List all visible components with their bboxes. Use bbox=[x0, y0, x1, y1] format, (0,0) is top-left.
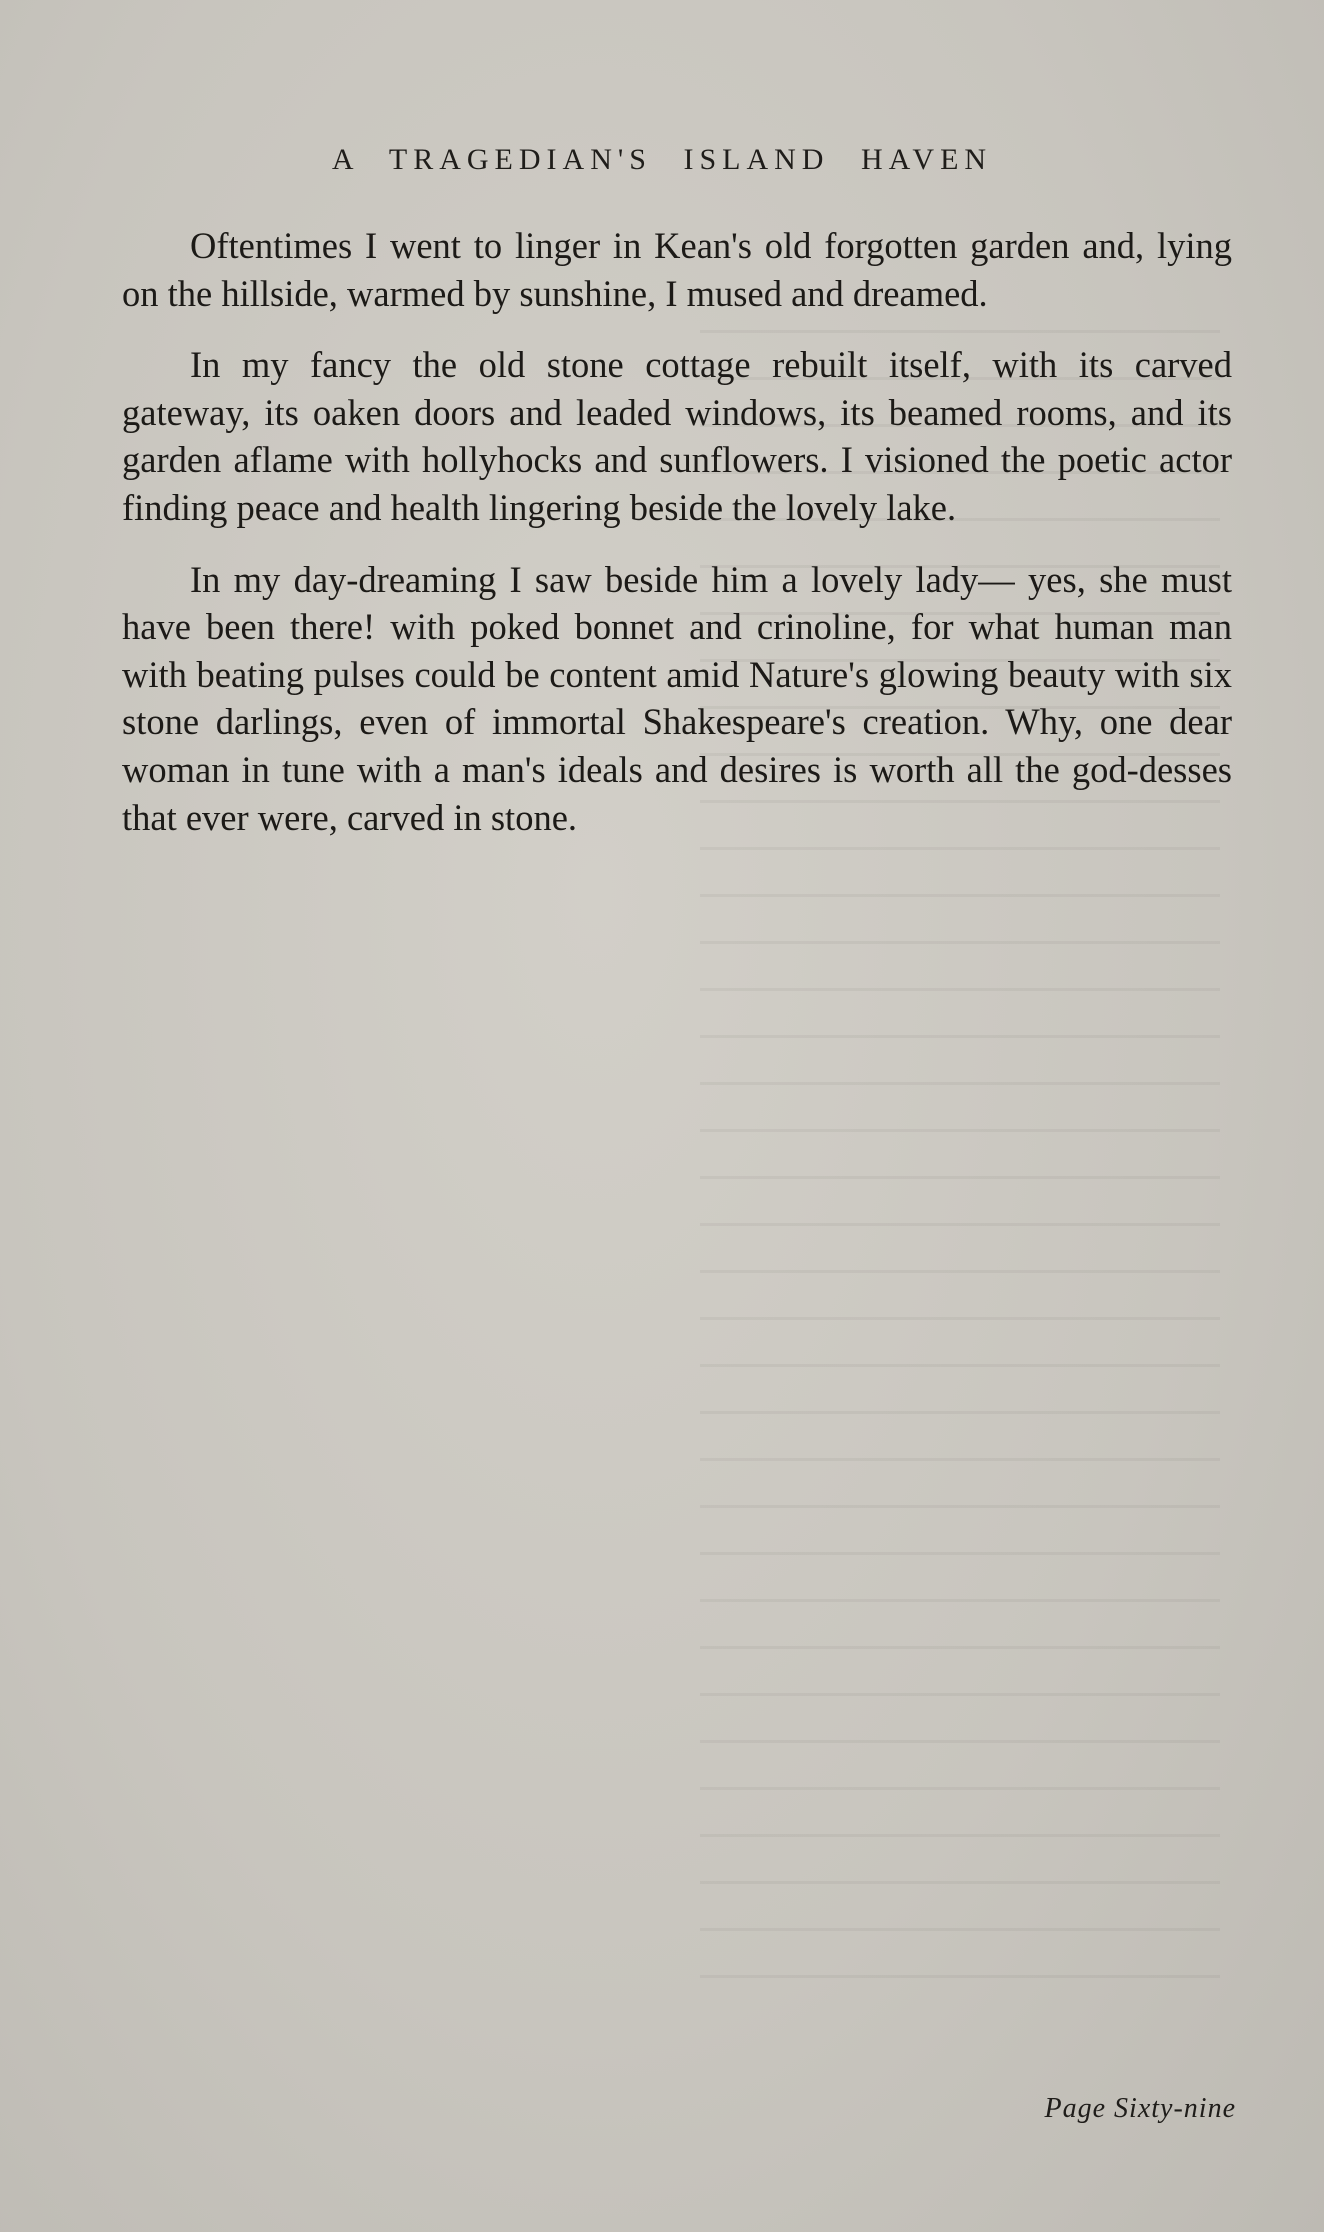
paragraph-1: Oftentimes I went to linger in Kean's old forgotten garden and, lying on the hillside, warmed by sunshine, I mused and dreamed. bbox=[122, 225, 1232, 314]
paragraph-3: In my day-dreaming I saw beside him a lovely lady— yes, she must have been there! with poked bonnet and crinoline, for what human man with beating pulses could be content amid Nature's glowing beauty with six stone darlings, even of immortal Shakespeare's creation. Why, one dear woman in tune with a man's ideals and desires is worth all the god-desses that ever were, carved in stone. bbox=[122, 558, 1232, 838]
body-text bbox=[122, 222, 1232, 865]
paragraph-2: In my fancy the old stone cottage rebuilt itself, with its carved gateway, its oaken doors and leaded windows, its beamed rooms, and its garden aflame with hollyhocks and sunflowers. I visioned the poetic actor finding peace and health lingering beside the lovely lake. bbox=[122, 344, 1232, 528]
page-number: Page Sixty-nine bbox=[1044, 2093, 1236, 2124]
running-head: A TRAGEDIAN'S ISLAND HAVEN bbox=[331, 143, 993, 176]
